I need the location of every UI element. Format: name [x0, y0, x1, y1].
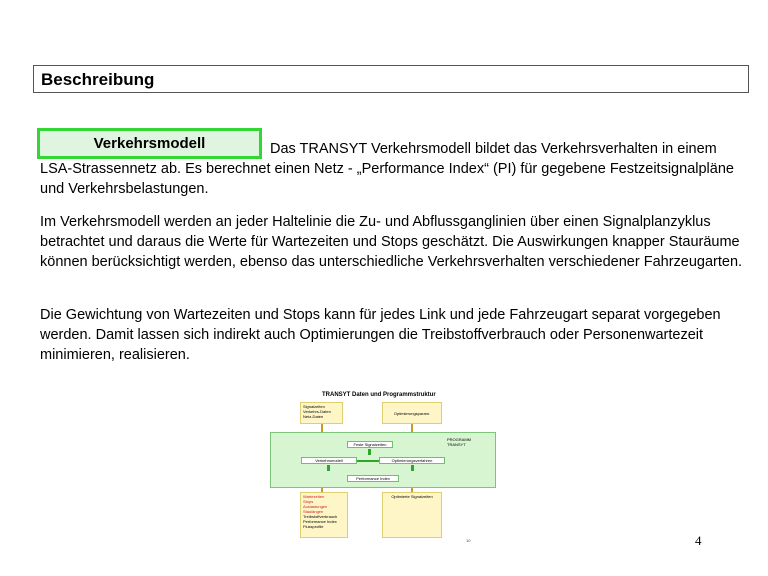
arrow-right: [357, 460, 379, 462]
paragraph-1: Das TRANSYT Verkehrsmodell bildet das Verkehrsverhalten in einem LSA-Strassennetz ab. Es berechnet einen Netz - „Performance Index“ (PI) für gegebene Festzeitsignalpläne und Verkehrsbelastungen.: [40, 141, 734, 197]
program-area: [270, 432, 496, 488]
paragraph-3: Die Gewichtung von Wartezeiten und Stops kann für jedes Link und jede Fahrzeugart separat vorgegeben werden. Damit lassen sich indirekt auch Optimierungen die Treibstoffverbrauch oder Personenwartezeit minimieren, realisieren.: [40, 307, 721, 363]
fixed-signal-box: Feste Signalzeiten: [347, 441, 393, 448]
optimization-params-box: [382, 402, 442, 424]
diagram-title: TRANSYT Daten und Programmstruktur: [322, 392, 436, 398]
performance-index-box: Performance Index: [347, 475, 399, 482]
input-item: Signalzeiten: [303, 404, 325, 409]
footer-mark: 10: [466, 538, 471, 543]
output-box: Wartezeiten Stops Auslastungen Staulängen Treibstoffverbrauch Performance Index Flussprofile: [300, 492, 348, 538]
arrow-up: [411, 465, 414, 471]
paragraph-2: Im Verkehrsmodell werden an jeder Haltelinie die Zu- und Abflussganglinien über einen Signalplanzyklus betrachtet und daraus die Werte für Wartezeiten und Stops geschätzt. Die Auswirkungen knapper Stauräume können berücksichtigt werden, ebenso das unterschiedliche Verkehrsverhalten verschiedener Fahrzeugarten.: [40, 214, 743, 270]
arrow-down: [327, 465, 330, 471]
input-data-box: [300, 402, 343, 424]
program-structure-diagram: [270, 384, 496, 544]
optimization-procedure-box: Optimierungsverfahren: [379, 457, 445, 464]
input-item: Verkehrs-Daten: [303, 409, 331, 414]
section-header: [33, 65, 749, 93]
section-title: Beschreibung: [41, 70, 155, 89]
arrow-down: [368, 449, 371, 455]
program-label: PROGRAMM TRANSYT: [447, 437, 471, 447]
traffic-model-label: Verkehrsmodell: [37, 128, 262, 159]
input-item: Netz-Daten: [303, 414, 324, 419]
optimized-signal-box: Optimierte Signalzeiten: [382, 492, 442, 538]
page-number: 4: [695, 533, 702, 548]
traffic-model-box: Verkehrsmodell: [301, 457, 357, 464]
optimization-params-label: Optimierungsparam.: [393, 411, 431, 416]
